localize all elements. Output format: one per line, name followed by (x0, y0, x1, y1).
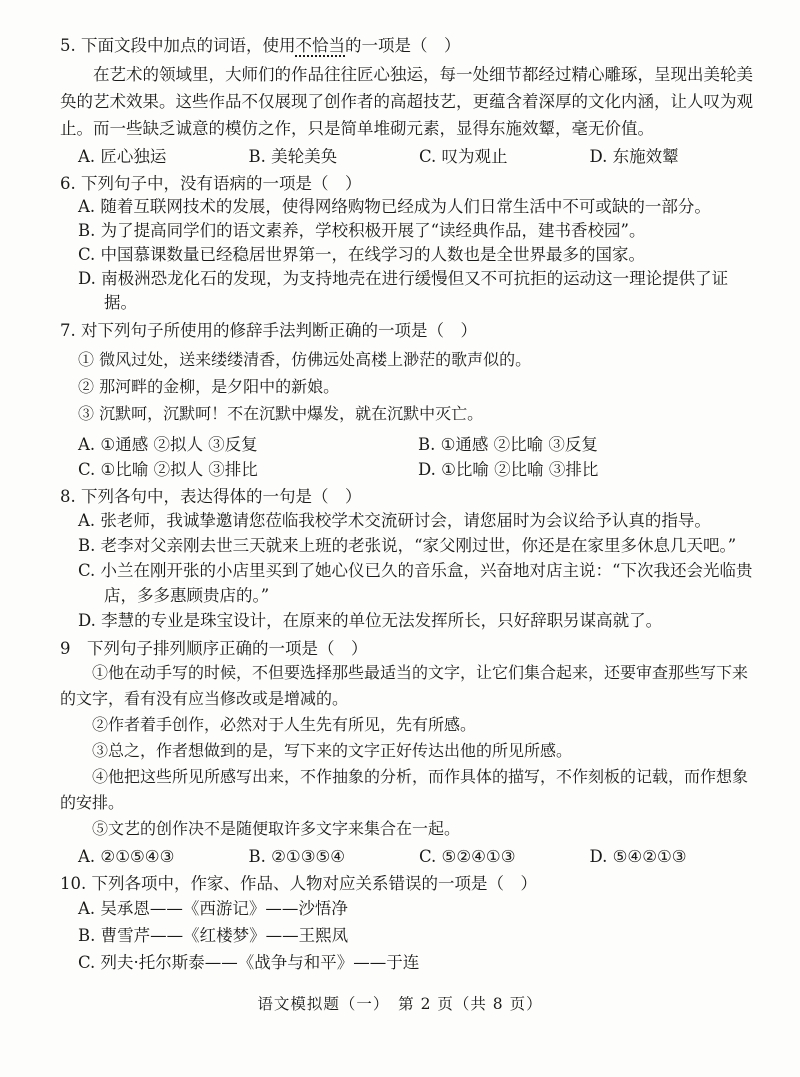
question-8 (60, 485, 760, 633)
option-a: A. 匠心独运 (78, 147, 167, 166)
question-10-stem: 10. 下列各项中，作家、作品、人物对应关系错误的一项是（ ） (60, 874, 537, 893)
option-a: A. ①通感 ②拟人 ③反复 (78, 435, 258, 454)
question-8-stem: 8. 下列各句中，表达得体的一句是（ ） (60, 487, 362, 506)
question-10 (60, 872, 760, 976)
option-b: B. 曹雪芹——《红楼梦》——王熙凤 (78, 926, 349, 945)
question-9-stem: 9 下列句子排列顺序正确的一项是（ ） (60, 639, 368, 658)
sentence-1: ① 微风过处，送来缕缕清香，仿佛远处高楼上渺茫的歌声似的。 (78, 350, 532, 369)
sentence-2: ②作者着手创作，必然对于人生先有所见，先有所感。 (92, 715, 477, 734)
option-b: B. ②①③⑤④ (248, 847, 346, 866)
question-6-stem: 6. 下列句子中，没有语病的一项是（ ） (60, 174, 362, 193)
sentence-3: ③ 沉默呵，沉默呵！不在沉默中爆发，就在沉默中灭亡。 (78, 404, 484, 423)
option-c: C. ①比喻 ②拟人 ③排比 (78, 460, 258, 479)
sentence-4: ④他把这些所见所感写出来，不作抽象的分析，而作具体的描写，不作刻板的记载，而作想象的安排。 (60, 767, 749, 812)
option-c: C. ⑤②④①③ (419, 847, 516, 866)
sentence-5: ⑤文艺的创作决不是随便取许多文字来集合在一起。 (92, 819, 461, 838)
page-footer: 语文模拟题（一） 第 2 页（共 8 页） (257, 995, 543, 1013)
option-d: D. ①比喻 ②比喻 ③排比 (418, 460, 599, 479)
option-c: C. 中国慕课数量已经稳居世界第一，在线学习的人数也是全世界最多的国家。 (78, 245, 646, 264)
option-d: D. ⑤④②①③ (589, 847, 687, 866)
question-9 (60, 637, 760, 868)
question-5-options (78, 145, 760, 168)
option-c: C. 列夫·托尔斯泰——《战争与和平》——于连 (78, 953, 420, 972)
sentence-2: ② 那河畔的金柳，是夕阳中的新娘。 (78, 377, 340, 396)
option-c: C. 叹为观止 (419, 147, 508, 166)
option-b: B. 为了提高同学们的语文素养，学校积极开展了“读经典作品，建书香校园”。 (78, 221, 646, 240)
sentence-3: ③总之，作者想做到的是，写下来的文字正好传达出他的所见所感。 (92, 741, 573, 760)
question-7-stem: 7. 对下列句子所使用的修辞手法判断正确的一项是（ ） (60, 321, 477, 340)
option-a: A. 吴承恩——《西游记》——沙悟净 (78, 899, 348, 918)
question-9-options (78, 845, 760, 868)
option-b: B. 美轮美奂 (248, 147, 338, 166)
question-7 (60, 319, 760, 481)
option-d: D. 南极洲恐龙化石的发现，为支持地壳在进行缓慢但又不可抗拒的运动这一理论提供了证据。 (78, 269, 729, 312)
question-7-options (78, 433, 760, 481)
question-6 (60, 172, 760, 315)
option-d: D. 李慧的专业是珠宝设计，在原来的单位无法发挥所长，只好辞职另谋高就了。 (78, 611, 663, 630)
option-a: A. 张老师，我诚挚邀请您莅临我校学术交流研讨会，请您届时为会议给予认真的指导。 (78, 511, 711, 530)
question-5-passage: 在艺术的领域里，大师们的作品往往匠心独运，每一处细节都经过精心雕琢，呈现出美轮美奂的艺术效果。这些作品不仅展现了创作者的高超技艺，更蕴含着深厚的文化内涵，让人叹为观止。而一些缺乏诚意的模仿之作，只是简单堆砌元素，显得东施效颦，毫无价值。 (60, 65, 753, 138)
option-b: B. 老李对父亲刚去世三天就来上班的老张说，“家父刚过世，你还是在家里多休息几天吧。” (78, 536, 737, 555)
option-d: D. 东施效颦 (589, 147, 679, 166)
emphasis-dotted: 不恰当 (295, 36, 345, 55)
option-a: A. 随着互联网技术的发展，使得网络购物已经成为人们日常生活中不可或缺的一部分。 (78, 197, 711, 216)
option-c: C. 小兰在刚开张的小店里买到了她心仪已久的音乐盒，兴奋地对店主说：“下次我还会光临贵店，多多惠顾贵店的。” (78, 561, 753, 605)
question-5 (60, 34, 760, 168)
question-5-stem: 5. 下面文段中加点的词语，使用不恰当的一项是（ ） (60, 36, 461, 55)
option-b: B. ①通感 ②比喻 ③反复 (418, 435, 598, 454)
sentence-1: ①他在动手写的时候，不但要选择那些最适当的文字，让它们集合起来，还要审查那些写下来的文字，看有没有应当修改或是增减的。 (60, 663, 749, 708)
option-a: A. ②①⑤④③ (78, 847, 175, 866)
